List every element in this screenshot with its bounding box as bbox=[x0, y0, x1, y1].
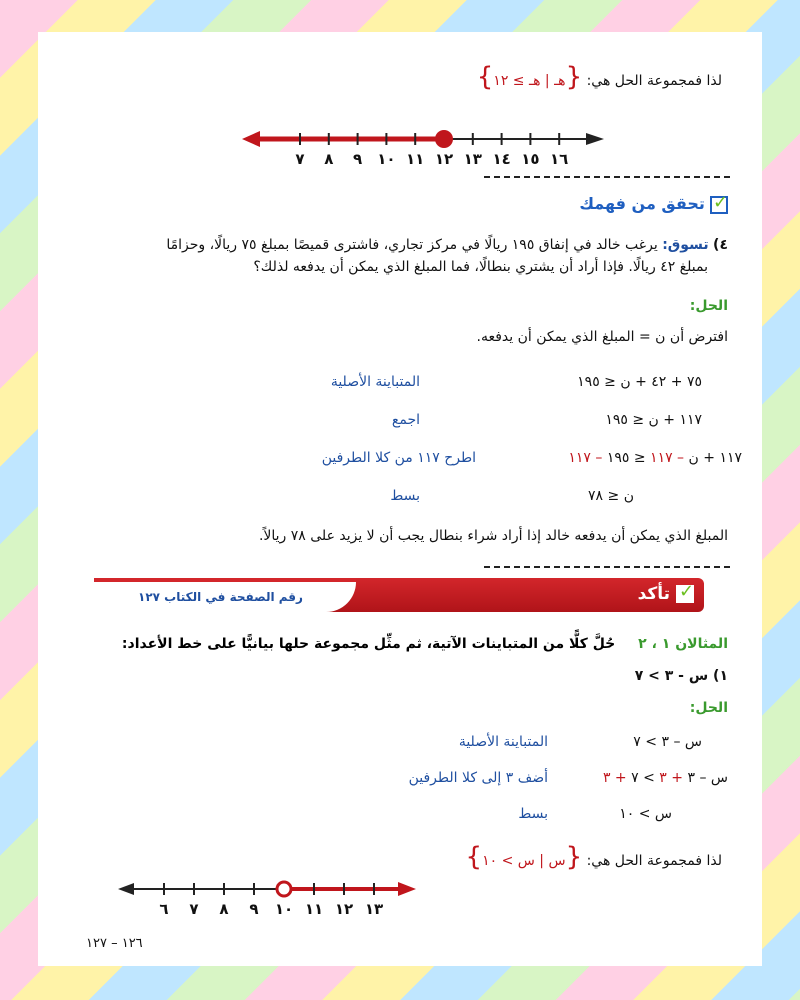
conclusion: المبلغ الذي يمكن أن يدفعه خالد إذا أراد شراء بنطال يجب أن لا يزيد على ٧٨ ريالاً. bbox=[258, 528, 728, 544]
arrow-left bbox=[242, 131, 260, 147]
brace-close-2: } bbox=[465, 842, 483, 872]
problem-4 bbox=[78, 234, 728, 278]
ex-step-2-part-c: > ٧ bbox=[631, 770, 655, 786]
number-line-2-tick-label: ١٣ bbox=[364, 900, 384, 918]
brace-open-2: { bbox=[565, 842, 583, 872]
question-1: ١) س - ٣ > ٧ bbox=[634, 668, 728, 684]
assume-line: افترض أن ن = المبلغ الذي يمكن أن يدفعه. bbox=[476, 329, 728, 345]
solution-label-1: الحل: bbox=[689, 298, 728, 314]
step-2-expression: ١١٧ + ن ≤ ١٩٥ bbox=[605, 412, 702, 428]
solution-set-line-2 bbox=[402, 844, 722, 870]
number-line-2-tick-label: ١٢ bbox=[334, 900, 354, 918]
divider-1 bbox=[484, 176, 730, 178]
solution-set-value: هـ | هـ ≥ ١٢ bbox=[493, 73, 566, 89]
ex-step-2-part-a: س – ٣ bbox=[687, 770, 728, 786]
step-3-note: اطرح ١١٧ من كلا الطرفين bbox=[321, 450, 476, 466]
ex-step-2-part-b: + ٣ bbox=[659, 770, 684, 786]
number-line-2-tick-label: ١١ bbox=[304, 900, 324, 918]
number-line-1-tick-label: ١٠ bbox=[377, 150, 396, 168]
open-point bbox=[277, 882, 291, 896]
ex-step-2-part-d: + ٣ bbox=[602, 770, 627, 786]
check-understanding-header bbox=[579, 194, 728, 214]
step-3-note-add: اجمع bbox=[391, 412, 420, 428]
step-3-expression bbox=[442, 450, 742, 466]
number-line-2-tick-label: ٩ bbox=[249, 900, 259, 918]
divider-2 bbox=[484, 566, 730, 568]
number-line-1-tick-label: ١٢ bbox=[434, 150, 454, 168]
number-line-2-tick-label: ١٠ bbox=[274, 900, 294, 918]
step-3-part-b: – ١١٧ bbox=[650, 450, 685, 466]
problem-line-2: بمبلغ ٤٢ ريالًا. فإذا أراد أن يشتري بنطالًا، فما المبلغ الذي يمكن أن يدفعه لذلك؟ bbox=[253, 259, 708, 275]
number-line-1-tick-label: ٩ bbox=[353, 150, 363, 168]
number-line-2-tick-label: ٧ bbox=[189, 900, 199, 918]
page-reference: رقم الصفحة في الكتاب ١٢٧ bbox=[138, 590, 303, 604]
arrow-right bbox=[586, 133, 604, 145]
ex-step-2-expression bbox=[548, 770, 728, 786]
step-3-part-c: ≤ ١٩٥ bbox=[606, 450, 646, 466]
arrow-right-2 bbox=[398, 882, 416, 896]
closed-point bbox=[435, 130, 453, 148]
ex-step-3-expression: س > ١٠ bbox=[619, 806, 672, 822]
problem-line-1: يرغب خالد في إنفاق ١٩٥ ريالًا في مركز تجاري، فاشترى قميصًا بمبلغ ٧٥ ريالًا، وحزامًا bbox=[166, 237, 658, 253]
examples-instruction: حُلَّ كلًّا من المتباينات الآتية، ثم مثِّل مجموعة حلها بيانيًّا على خط الأعداد: bbox=[121, 636, 616, 652]
number-line-1-tick-label: ٨ bbox=[324, 150, 334, 168]
problem-number: ٤) bbox=[713, 237, 728, 253]
solution-set-label: لذا فمجموعة الحل هي: bbox=[586, 73, 722, 89]
page-numbers: ١٢٦ – ١٢٧ bbox=[86, 936, 143, 951]
brace-close: } bbox=[476, 62, 494, 92]
number-line-1-tick-label: ١٥ bbox=[521, 150, 540, 168]
ex-step-1-note: المتباينة الأصلية bbox=[458, 734, 548, 750]
ex-step-1-expression: س – ٣ > ٧ bbox=[633, 734, 702, 750]
solution-set-label-2: لذا فمجموعة الحل هي: bbox=[586, 853, 722, 869]
ex-step-3-note: بسط bbox=[518, 806, 548, 822]
solution-set-line-1 bbox=[402, 64, 722, 90]
number-line-1-tick-label: ١٣ bbox=[463, 150, 482, 168]
check-understanding-title: تحقق من فهمك bbox=[579, 194, 705, 213]
examples-instruction-line bbox=[68, 636, 728, 652]
problem-tag: تسوق: bbox=[662, 237, 709, 253]
ex-step-2-note: أضف ٣ إلى كلا الطرفين bbox=[408, 770, 548, 786]
number-line-1-tick-label: ١١ bbox=[406, 150, 425, 168]
confirm-title: تأكد bbox=[637, 584, 671, 604]
confirm-title-wrap bbox=[638, 584, 694, 604]
solution-label-2: الحل: bbox=[689, 700, 728, 716]
step-3-part-d: – ١١٧ bbox=[568, 450, 603, 466]
number-line-1-tick-label: ١٤ bbox=[492, 150, 511, 168]
brace-open: { bbox=[565, 62, 583, 92]
number-line-1-tick-label: ١٦ bbox=[550, 150, 569, 168]
step-1-note: المتباينة الأصلية bbox=[330, 374, 420, 390]
number-line-1-tick-label: ٧ bbox=[295, 150, 305, 168]
step-4-note: بسط bbox=[390, 488, 420, 504]
examples-label: المثالان ١ ، ٢ bbox=[638, 636, 728, 652]
confirm-check-icon bbox=[676, 585, 694, 603]
number-line-2-tick-label: ٨ bbox=[219, 900, 229, 918]
number-line-2-tick-label: ٦ bbox=[159, 900, 169, 918]
page bbox=[38, 32, 762, 966]
step-1-expression: ٧٥ + ٤٢ + ن ≤ ١٩٥ bbox=[577, 374, 702, 390]
number-line-1 bbox=[238, 124, 608, 174]
step-3-part-a: ١١٧ + ن bbox=[688, 450, 742, 466]
arrow-left-2 bbox=[118, 883, 134, 895]
number-line-2 bbox=[116, 874, 426, 924]
check-icon bbox=[710, 196, 728, 214]
step-4-expression: ن ≤ ٧٨ bbox=[588, 488, 634, 504]
solution-set-value-2: س | س > ١٠ bbox=[482, 853, 566, 869]
